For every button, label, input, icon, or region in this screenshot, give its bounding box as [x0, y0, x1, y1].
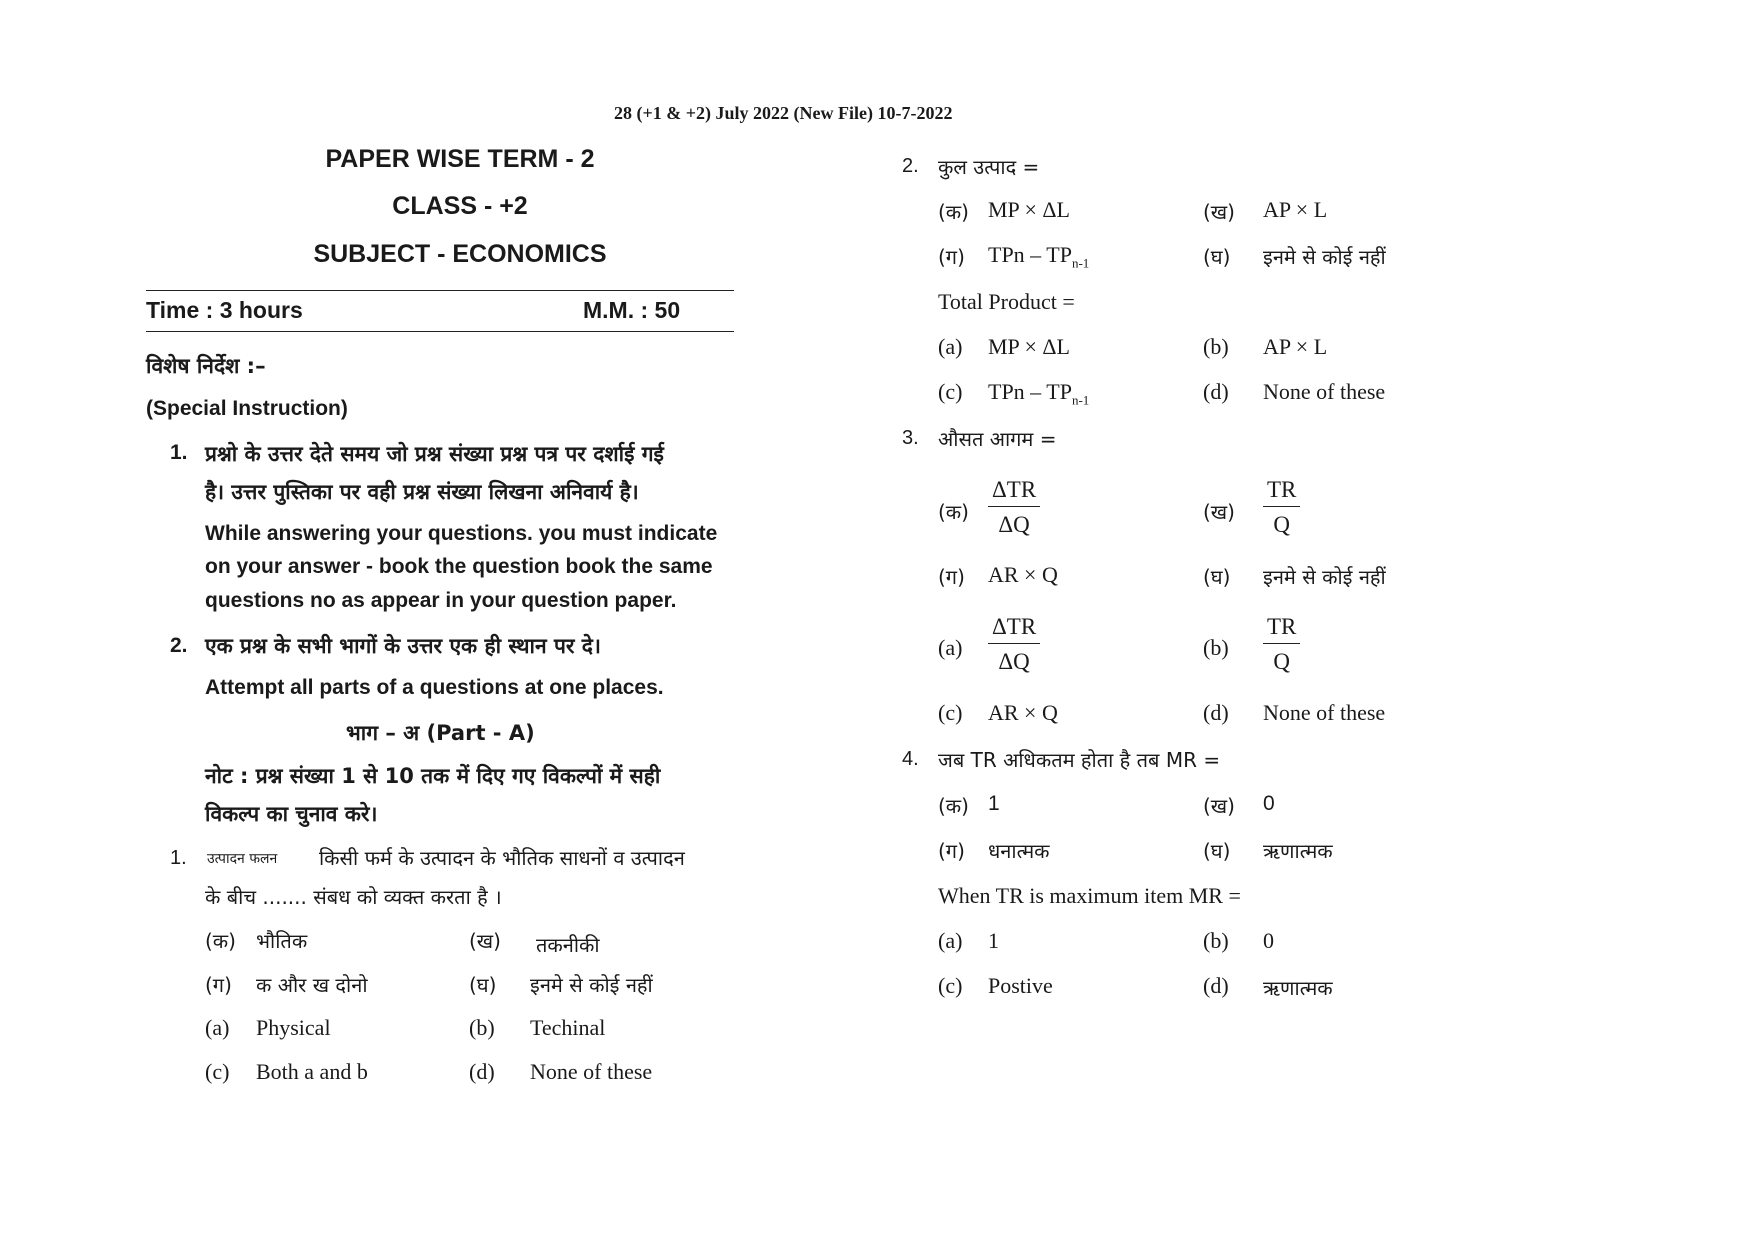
q1-opt-b-label: (b): [469, 1015, 495, 1040]
q1-opt-ka-label: (क): [205, 929, 236, 953]
q3-opt-kha-label: (ख): [1203, 500, 1235, 524]
q3-opt-ka-label: (क): [938, 500, 969, 524]
q3-opt-ka-numerator: ΔTR: [988, 478, 1040, 507]
instruction-1-number: 1.: [170, 441, 188, 464]
q3-opt-kha-denominator: Q: [1273, 512, 1290, 537]
q3-opt-b-denominator: Q: [1273, 649, 1290, 674]
divider-bottom: [146, 331, 734, 332]
q3-opt-c-text: AR × Q: [988, 700, 1058, 725]
q2-opt-ga-text: TPn – $TP_{n-1}$: [988, 242, 1090, 271]
q3-opt-gha-text: इनमे से कोई नहीं: [1263, 565, 1386, 589]
q4-opt-d-label: (d): [1203, 973, 1229, 998]
q4-opt-c-label: (c): [938, 973, 963, 998]
q1-opt-c-text: Both a and b: [256, 1059, 368, 1084]
q4-opt-b-text: 0: [1263, 928, 1274, 953]
q1-opt-gha-text: इनमे से कोई नहीं: [530, 973, 653, 997]
instruction-1-en-line1: While answering your questions. you must indicate: [205, 522, 718, 545]
q1-opt-ga-text: क और ख दोनो: [256, 973, 368, 997]
instruction-1-en-line3: questions no as appear in your question paper.: [205, 589, 677, 612]
q4-opt-ka-label: (क): [938, 794, 969, 818]
q3-opt-ka-denominator: ΔQ: [998, 512, 1030, 537]
instruction-1-hi-line1: प्रश्नो के उत्तर देते समय जो प्रश्न संख्या प्रश्न पत्र पर दर्शाई गई: [205, 442, 664, 466]
q2-opt-d-text: None of these: [1263, 379, 1386, 404]
divider-top: [146, 290, 734, 291]
q4-number: 4.: [902, 748, 919, 770]
q4-opt-a-text: 1: [988, 928, 999, 953]
q3-opt-a-fraction: [988, 615, 1040, 673]
instruction-2-en: Attempt all parts of a questions at one places.: [205, 676, 664, 699]
q1-text-line1: किसी फर्म के उत्पादन के भौतिक साधनों व उत्पादन: [319, 846, 685, 870]
q2-opt-b-text: AP × L: [1263, 334, 1328, 359]
q3-opt-c-label: (c): [938, 700, 963, 725]
q3-opt-ka-fraction: [988, 478, 1040, 536]
q1-opt-ka-text: भौतिक: [256, 929, 308, 953]
q1-opt-d-text: None of these: [530, 1059, 653, 1084]
q4-opt-ga-text: धनात्मक: [988, 839, 1050, 863]
q2-opt-ka-text: MP × ΔL: [988, 197, 1070, 222]
q3-opt-d-label: (d): [1203, 700, 1229, 725]
q1-opt-gha-label: (घ): [469, 973, 497, 997]
q4-opt-a-label: (a): [938, 928, 963, 953]
q3-number: 3.: [902, 427, 919, 449]
class-title: CLASS - +2: [392, 192, 528, 220]
q2-text-en: Total Product =: [938, 289, 1075, 314]
instruction-2-hi: एक प्रश्न के सभी भागों के उत्तर एक ही स्थान पर दे।: [205, 634, 601, 658]
q1-opt-a-text: Physical: [256, 1015, 331, 1040]
q3-opt-a-label: (a): [938, 635, 963, 660]
q1-opt-b-text: Techinal: [530, 1015, 606, 1040]
q3-text-hi: औसत आगम =: [938, 427, 1057, 451]
q2-number: 2.: [902, 155, 919, 177]
q2-opt-kha-text: AP × L: [1263, 197, 1328, 222]
instructions-heading-en: (Special Instruction): [146, 397, 348, 420]
q2-opt-b-label: (b): [1203, 334, 1229, 359]
q4-opt-ga-label: (ग): [938, 839, 965, 863]
q4-text-hi: जब TR अधिकतम होता है तब MR =: [938, 748, 1221, 772]
part-a-heading: भाग – अ (Part - A): [346, 721, 535, 745]
subject-title: SUBJECT - ECONOMICS: [313, 240, 607, 268]
q2-opt-ka-label: (क): [938, 200, 969, 224]
q2-text-hi: कुल उत्पाद =: [938, 155, 1040, 179]
q2-opt-a-text: MP × ΔL: [988, 334, 1070, 359]
q1-opt-c-label: (c): [205, 1059, 230, 1084]
q2-opt-d-label: (d): [1203, 379, 1229, 404]
q3-opt-kha-fraction: [1263, 478, 1300, 536]
q4-opt-gha-label: (घ): [1203, 839, 1231, 863]
q4-opt-kha-label: (ख): [1203, 794, 1235, 818]
q3-opt-b-fraction: [1263, 615, 1300, 673]
q4-opt-c-text: Postive: [988, 973, 1053, 998]
q1-opt-d-label: (d): [469, 1059, 495, 1084]
q1-opt-kha-text: तकनीकी: [536, 933, 600, 957]
instruction-2-number: 2.: [170, 634, 188, 657]
q4-opt-b-label: (b): [1203, 928, 1229, 953]
q3-opt-d-text: None of these: [1263, 700, 1386, 725]
q3-opt-b-numerator: TR: [1263, 615, 1300, 644]
q1-number: 1.: [170, 847, 187, 869]
q4-text-en: When TR is maximum item MR =: [938, 883, 1241, 908]
q2-opt-a-label: (a): [938, 334, 963, 359]
q2-opt-gha-text: इनमे से कोई नहीं: [1263, 245, 1386, 269]
q2-opt-c-label: (c): [938, 379, 963, 404]
part-a-note-line1: नोट : प्रश्न संख्या 1 से 10 तक में दिए गए विकल्पों में सही: [205, 764, 661, 788]
q2-opt-kha-label: (ख): [1203, 200, 1235, 224]
q2-opt-ga-label: (ग): [938, 245, 965, 269]
q1-opt-ga-label: (ग): [205, 973, 232, 997]
q3-opt-kha-numerator: TR: [1263, 478, 1300, 507]
instruction-1-en-line2: on your answer - book the question book the same: [205, 555, 713, 578]
instruction-1-hi-line2: है। उत्तर पुस्तिका पर वही प्रश्न संख्या लिखना अनिवार्य है।: [205, 480, 639, 504]
q4-opt-gha-text: ऋणात्मक: [1263, 839, 1333, 863]
q3-opt-ga-label: (ग): [938, 565, 965, 589]
max-marks-label: M.M. : 50: [583, 297, 681, 323]
instructions-heading-hi: विशेष निर्देश :–: [146, 354, 266, 378]
q3-opt-b-label: (b): [1203, 635, 1229, 660]
time-label: Time : 3 hours: [146, 297, 303, 323]
q3-opt-a-denominator: ΔQ: [998, 649, 1030, 674]
q3-opt-gha-label: (घ): [1203, 565, 1231, 589]
q1-opt-kha-label: (ख): [469, 929, 501, 953]
paper-title: PAPER WISE TERM - 2: [325, 145, 595, 173]
q1-small-prefix: उत्पादन फलन: [207, 851, 278, 867]
q2-opt-c-text: TPn – $TP_{n-1}$: [988, 379, 1090, 408]
q1-opt-a-label: (a): [205, 1015, 230, 1040]
q1-text-line2: के बीच ....... संबध को व्यक्त करता है ।: [205, 885, 502, 909]
q3-opt-a-numerator: ΔTR: [988, 615, 1040, 644]
q4-opt-ka-text: 1: [988, 792, 1000, 815]
q4-opt-kha-text: 0: [1263, 792, 1275, 815]
file-header: 28 (+1 & +2) July 2022 (New File) 10-7-2022: [614, 103, 953, 123]
q3-opt-ga-text: AR × Q: [988, 562, 1058, 587]
part-a-note-line2: विकल्प का चुनाव करे।: [205, 802, 378, 826]
q2-opt-gha-label: (घ): [1203, 245, 1231, 269]
q4-opt-d-text: ऋणात्मक: [1263, 976, 1333, 1000]
